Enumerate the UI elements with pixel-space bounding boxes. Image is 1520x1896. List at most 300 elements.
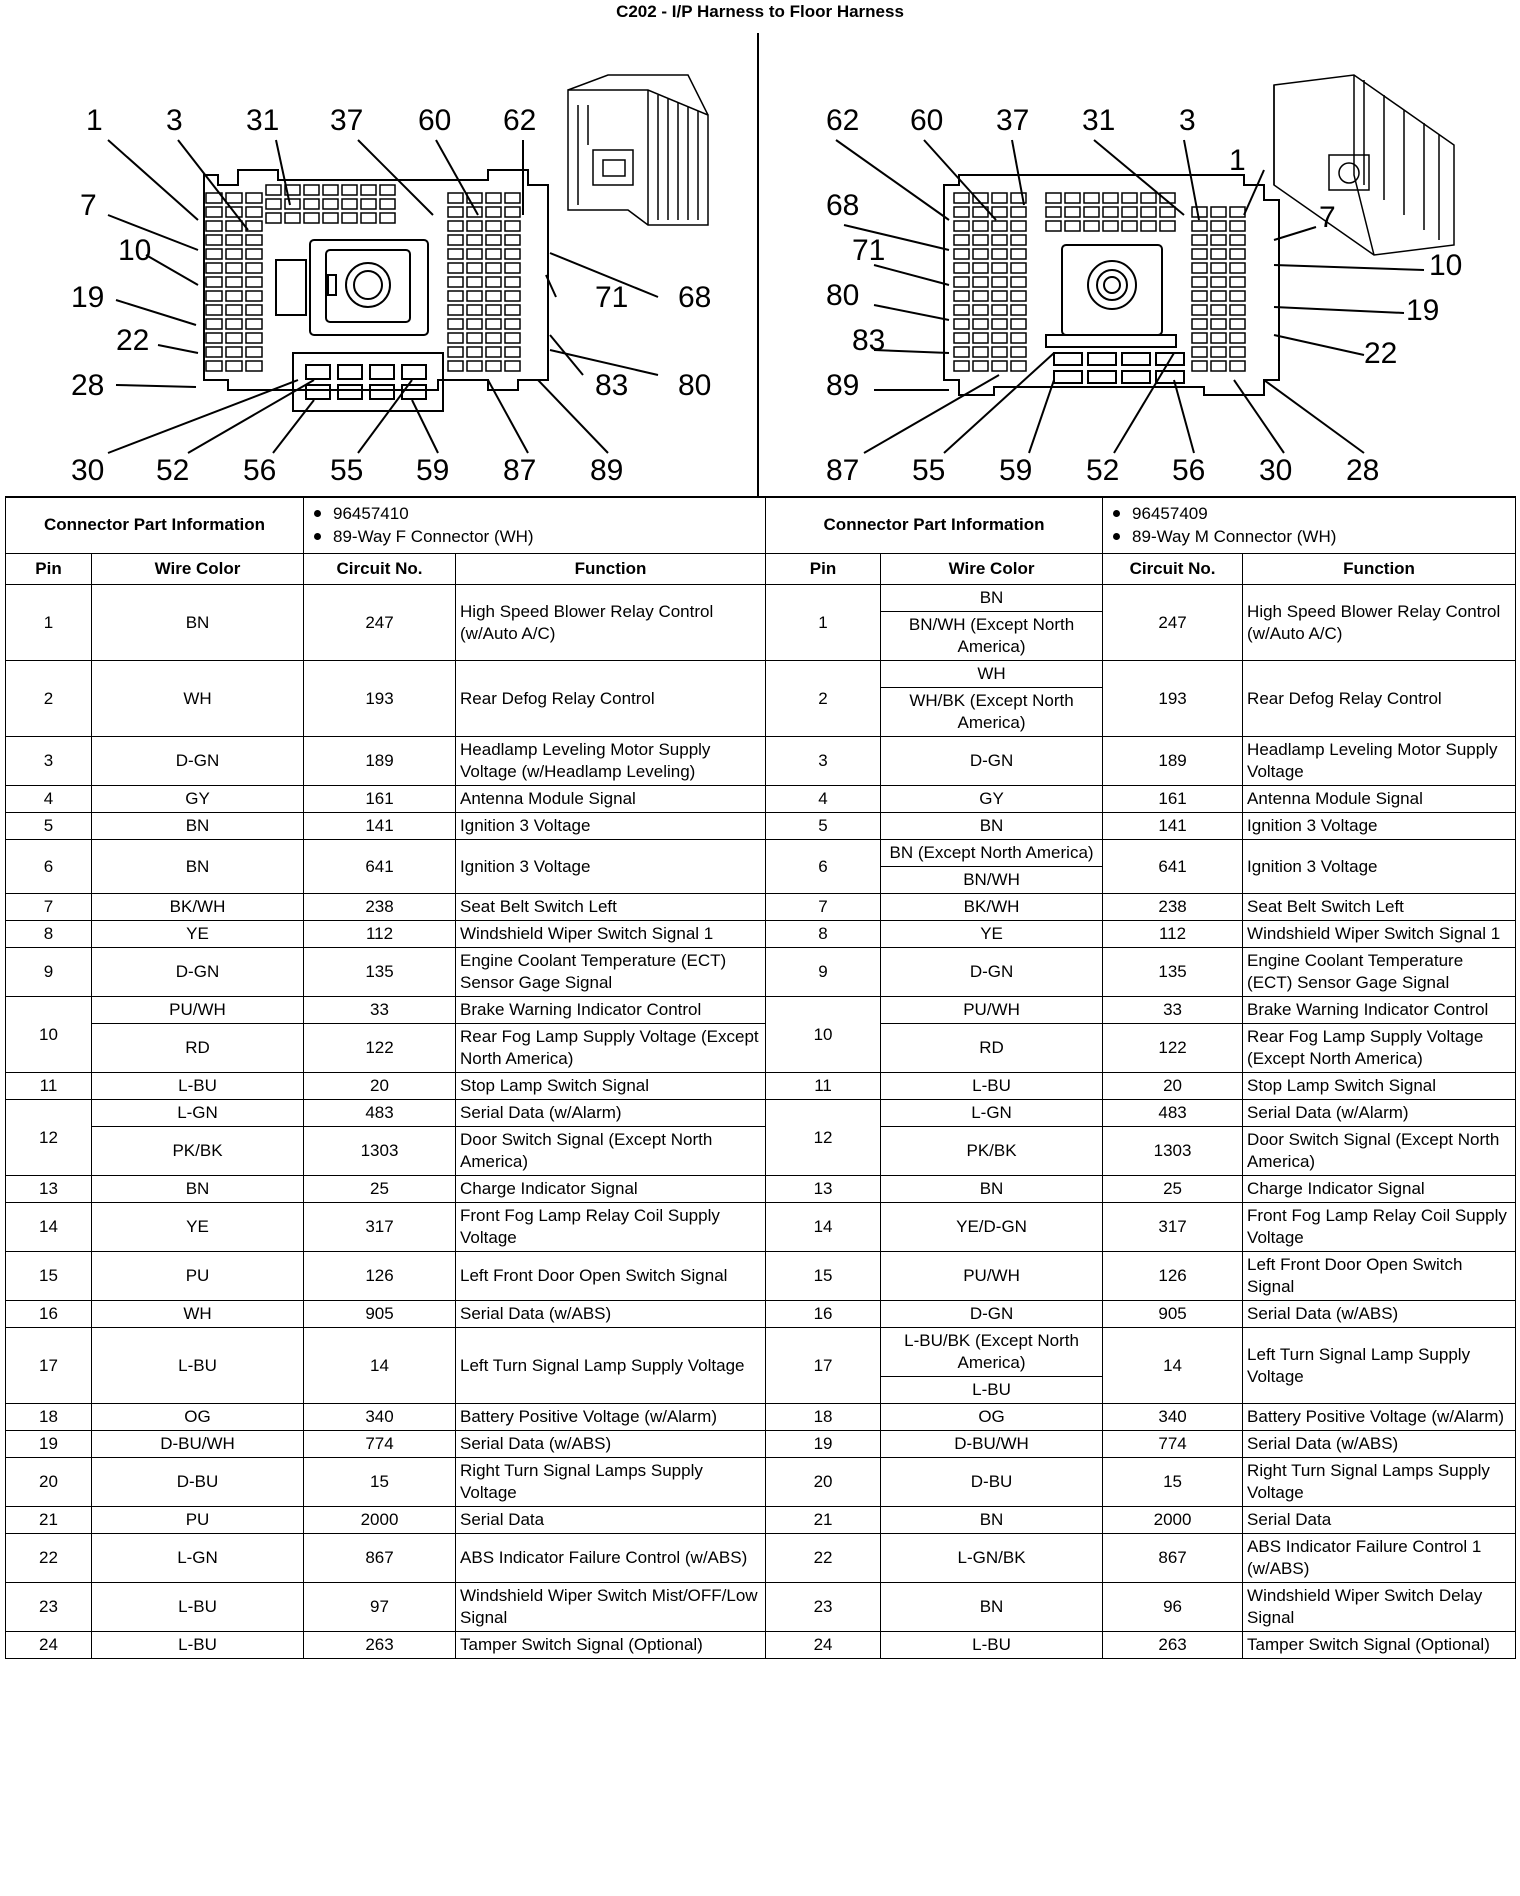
left-wire-color-cell: D-BU/WH (92, 1431, 304, 1458)
right-function-cell: Right Turn Signal Lamps Supply Voltage (1243, 1458, 1516, 1507)
right-circuit-cell: 33 (1103, 997, 1243, 1024)
left-circuit-cell: 247 (304, 585, 456, 661)
right-wire-color-cell: BN (881, 1583, 1103, 1632)
left-pin-cell: 18 (6, 1404, 92, 1431)
left-circuit-cell: 122 (304, 1024, 456, 1073)
left-wire-color-cell: YE (92, 921, 304, 948)
right-pin-cell: 8 (766, 921, 881, 948)
right-callout-68: 68 (826, 189, 860, 222)
left-function-cell: Serial Data (456, 1507, 766, 1534)
right-circuit-cell: 20 (1103, 1073, 1243, 1100)
right-circuit-cell: 161 (1103, 786, 1243, 813)
table-row (6, 948, 1516, 997)
left-pin-cell: 13 (6, 1176, 92, 1203)
table-row (6, 1431, 1516, 1458)
table-row (6, 1404, 1516, 1431)
left-function-cell: Left Front Door Open Switch Signal (456, 1252, 766, 1301)
left-wire-color-cell: WH (92, 661, 304, 737)
right-wire-color-cell: PK/BK (881, 1127, 1103, 1176)
left-circuit-cell: 141 (304, 813, 456, 840)
right-circuit-cell: 14 (1103, 1328, 1243, 1404)
left-callout-28: 28 (71, 369, 105, 402)
left-pin-cell: 7 (6, 894, 92, 921)
left-function-cell: Charge Indicator Signal (456, 1176, 766, 1203)
left-circuit-cell: 135 (304, 948, 456, 997)
left-wire-color-cell: L-BU (92, 1632, 304, 1659)
right-circuit-cell: 189 (1103, 737, 1243, 786)
left-callout-1: 1 (86, 104, 103, 137)
right-wire-color-cell: D-GN (881, 1301, 1103, 1328)
right-wire-color-cell: L-BU/BK (Except North America) (881, 1328, 1103, 1377)
right-wire-color-cell: BN (881, 585, 1103, 612)
left-part-info (304, 497, 766, 554)
right-wire-color-cell: YE/D-GN (881, 1203, 1103, 1252)
right-wire-color-cell: D-BU/WH (881, 1431, 1103, 1458)
right-part-info (1103, 497, 1516, 554)
left-part-number: 96457410 (333, 504, 409, 523)
left-pin-cell: 16 (6, 1301, 92, 1328)
left-pin-cell: 14 (6, 1203, 92, 1252)
right-function-cell: Ignition 3 Voltage (1243, 840, 1516, 894)
left-circuit-cell: 14 (304, 1328, 456, 1404)
diagram-divider (757, 33, 759, 498)
right-function-cell: ABS Indicator Failure Control 1 (w/ABS) (1243, 1534, 1516, 1583)
left-function-cell: Rear Defog Relay Control (456, 661, 766, 737)
left-wire-color-cell: BN (92, 813, 304, 840)
right-function-cell: Headlamp Leveling Motor Supply Voltage (1243, 737, 1516, 786)
right-function-cell: Door Switch Signal (Except North America) (1243, 1127, 1516, 1176)
left-callout-31: 31 (246, 104, 280, 137)
left-function-cell: Engine Coolant Temperature (ECT) Sensor Gage Signal (456, 948, 766, 997)
left-pin-cell: 1 (6, 585, 92, 661)
right-wire-color-cell: L-BU (881, 1377, 1103, 1404)
right-pin-cell: 3 (766, 737, 881, 786)
right-wire-color-cell: PU/WH (881, 1252, 1103, 1301)
right-callout-83: 83 (852, 324, 886, 357)
left-callout-62: 62 (503, 104, 537, 137)
table-row (6, 1203, 1516, 1252)
left-circuit-cell: 97 (304, 1583, 456, 1632)
right-circuit-cell: 25 (1103, 1176, 1243, 1203)
right-function-cell: Tamper Switch Signal (Optional) (1243, 1632, 1516, 1659)
table-row (6, 1328, 1516, 1377)
left-circuit-cell: 20 (304, 1073, 456, 1100)
left-function-cell: Antenna Module Signal (456, 786, 766, 813)
right-function-cell: Windshield Wiper Switch Delay Signal (1243, 1583, 1516, 1632)
right-function-cell: Charge Indicator Signal (1243, 1176, 1516, 1203)
right-pin-cell: 18 (766, 1404, 881, 1431)
right-wire-color-cell: BN/WH (Except North America) (881, 612, 1103, 661)
right-info-label: Connector Part Information (766, 497, 1103, 554)
left-callout-80: 80 (678, 369, 712, 402)
left-pin-cell: 3 (6, 737, 92, 786)
table-header-row (6, 554, 1516, 585)
table-row (6, 1632, 1516, 1659)
left-function-cell: Rear Fog Lamp Supply Voltage (Except North America) (456, 1024, 766, 1073)
right-pin-cell: 1 (766, 585, 881, 661)
right-callout-89: 89 (826, 369, 860, 402)
right-wire-color-cell: BN (Except North America) (881, 840, 1103, 867)
left-circuit-cell: 2000 (304, 1507, 456, 1534)
right-callout-55: 55 (912, 454, 946, 487)
left-pin-cell: 6 (6, 840, 92, 894)
right-circuit-cell: 263 (1103, 1632, 1243, 1659)
right-pin-cell: 22 (766, 1534, 881, 1583)
right-circuit-cell: 340 (1103, 1404, 1243, 1431)
right-wire-color-cell: BN (881, 1507, 1103, 1534)
left-pin-cell: 23 (6, 1583, 92, 1632)
left-function-cell: Serial Data (w/ABS) (456, 1431, 766, 1458)
left-circuit-cell: 774 (304, 1431, 456, 1458)
right-function-cell: Seat Belt Switch Left (1243, 894, 1516, 921)
right-circuit-cell: 247 (1103, 585, 1243, 661)
right-callout-62: 62 (826, 104, 860, 137)
left-callout-37: 37 (330, 104, 364, 137)
left-circuit-cell: 126 (304, 1252, 456, 1301)
left-callout-22: 22 (116, 324, 150, 357)
right-circuit-cell: 774 (1103, 1431, 1243, 1458)
left-callout-68: 68 (678, 281, 712, 314)
pinout-table (5, 496, 1516, 1659)
right-pin-cell: 7 (766, 894, 881, 921)
left-wire-color-cell: L-BU (92, 1328, 304, 1404)
right-function-cell: Battery Positive Voltage (w/Alarm) (1243, 1404, 1516, 1431)
right-wire-color-cell: BN (881, 813, 1103, 840)
table-row (6, 1127, 1516, 1176)
left-function-cell: Door Switch Signal (Except North America) (456, 1127, 766, 1176)
left-circuit-cell: 641 (304, 840, 456, 894)
right-circuit-cell: 96 (1103, 1583, 1243, 1632)
col-header-function-left: Function (456, 554, 766, 585)
right-wire-color-cell: WH (881, 661, 1103, 688)
left-wire-color-cell: PK/BK (92, 1127, 304, 1176)
right-callout-80: 80 (826, 279, 860, 312)
right-callout-3: 3 (1179, 104, 1196, 137)
table-row (6, 1252, 1516, 1301)
left-wire-color-cell: GY (92, 786, 304, 813)
left-pin-cell: 8 (6, 921, 92, 948)
col-header-pin-right: Pin (766, 554, 881, 585)
right-circuit-cell: 112 (1103, 921, 1243, 948)
right-function-cell: Serial Data (1243, 1507, 1516, 1534)
right-wire-color-cell: YE (881, 921, 1103, 948)
table-row (6, 1534, 1516, 1583)
right-wire-color-cell: GY (881, 786, 1103, 813)
left-wire-color-cell: PU (92, 1507, 304, 1534)
left-pin-cell: 21 (6, 1507, 92, 1534)
table-row (6, 1583, 1516, 1632)
right-wire-color-cell: L-BU (881, 1073, 1103, 1100)
left-pin-cell: 2 (6, 661, 92, 737)
left-circuit-cell: 161 (304, 786, 456, 813)
right-pin-cell: 16 (766, 1301, 881, 1328)
col-header-wire-right: Wire Color (881, 554, 1103, 585)
left-pin-cell: 10 (6, 997, 92, 1073)
right-circuit-cell: 2000 (1103, 1507, 1243, 1534)
left-circuit-cell: 112 (304, 921, 456, 948)
right-pin-cell: 20 (766, 1458, 881, 1507)
col-header-pin-left: Pin (6, 554, 92, 585)
left-function-cell: Ignition 3 Voltage (456, 813, 766, 840)
left-wire-color-cell: D-BU (92, 1458, 304, 1507)
left-callout-59: 59 (416, 454, 450, 487)
right-callout-87: 87 (826, 454, 860, 487)
right-function-cell: Engine Coolant Temperature (ECT) Sensor Gage Signal (1243, 948, 1516, 997)
left-pin-cell: 4 (6, 786, 92, 813)
left-callout-89: 89 (590, 454, 624, 487)
connector-info-row (6, 497, 1516, 554)
right-wire-color-cell: L-BU (881, 1632, 1103, 1659)
left-pin-cell: 9 (6, 948, 92, 997)
left-wire-color-cell: L-GN (92, 1100, 304, 1127)
left-wire-color-cell: PU/WH (92, 997, 304, 1024)
right-wire-color-cell: BN/WH (881, 867, 1103, 894)
left-circuit-cell: 15 (304, 1458, 456, 1507)
left-wire-color-cell: YE (92, 1203, 304, 1252)
right-pin-cell: 12 (766, 1100, 881, 1176)
table-row (6, 894, 1516, 921)
right-function-cell: Antenna Module Signal (1243, 786, 1516, 813)
right-pin-cell: 15 (766, 1252, 881, 1301)
right-circuit-cell: 15 (1103, 1458, 1243, 1507)
left-circuit-cell: 25 (304, 1176, 456, 1203)
table-row (6, 921, 1516, 948)
left-pin-cell: 20 (6, 1458, 92, 1507)
right-pin-cell: 11 (766, 1073, 881, 1100)
left-function-cell: Ignition 3 Voltage (456, 840, 766, 894)
left-circuit-cell: 193 (304, 661, 456, 737)
right-callout-22: 22 (1364, 337, 1398, 370)
right-callout-19: 19 (1406, 294, 1440, 327)
left-callout-56: 56 (243, 454, 277, 487)
left-wire-color-cell: PU (92, 1252, 304, 1301)
left-function-cell: Brake Warning Indicator Control (456, 997, 766, 1024)
left-info-label: Connector Part Information (6, 497, 304, 554)
left-function-cell: Stop Lamp Switch Signal (456, 1073, 766, 1100)
right-circuit-cell: 317 (1103, 1203, 1243, 1252)
col-header-circuit-right: Circuit No. (1103, 554, 1243, 585)
right-callout-56: 56 (1172, 454, 1206, 487)
left-function-cell: High Speed Blower Relay Control (w/Auto A/C) (456, 585, 766, 661)
right-pin-cell: 5 (766, 813, 881, 840)
table-row (6, 786, 1516, 813)
pin-rows (6, 585, 1516, 1659)
right-function-cell: Windshield Wiper Switch Signal 1 (1243, 921, 1516, 948)
page-title: C202 - I/P Harness to Floor Harness (616, 2, 904, 21)
left-function-cell: ABS Indicator Failure Control (w/ABS) (456, 1534, 766, 1583)
right-part-number: 96457409 (1132, 504, 1208, 523)
right-circuit-cell: 141 (1103, 813, 1243, 840)
left-circuit-cell: 483 (304, 1100, 456, 1127)
table-row (6, 737, 1516, 786)
right-connector-description: 89-Way M Connector (WH) (1132, 527, 1337, 546)
right-connector-diagram (764, 35, 1512, 495)
right-circuit-cell: 238 (1103, 894, 1243, 921)
right-callout-1: 1 (1229, 144, 1246, 177)
left-function-cell: Headlamp Leveling Motor Supply Voltage (w/Headlamp Leveling) (456, 737, 766, 786)
left-callout-19: 19 (71, 281, 105, 314)
right-circuit-cell: 483 (1103, 1100, 1243, 1127)
table-row (6, 813, 1516, 840)
right-wire-color-cell: L-GN (881, 1100, 1103, 1127)
right-pin-cell: 24 (766, 1632, 881, 1659)
right-wire-color-cell: BK/WH (881, 894, 1103, 921)
left-wire-color-cell: D-GN (92, 737, 304, 786)
left-circuit-cell: 238 (304, 894, 456, 921)
table-row (6, 997, 1516, 1024)
left-wire-color-cell: WH (92, 1301, 304, 1328)
right-wire-color-cell: D-GN (881, 737, 1103, 786)
table-row (6, 661, 1516, 688)
right-function-cell: Serial Data (w/Alarm) (1243, 1100, 1516, 1127)
right-wire-color-cell: OG (881, 1404, 1103, 1431)
left-pin-cell: 22 (6, 1534, 92, 1583)
left-pin-cell: 17 (6, 1328, 92, 1404)
table-row (6, 1458, 1516, 1507)
left-wire-color-cell: BN (92, 585, 304, 661)
right-wire-color-cell: D-GN (881, 948, 1103, 997)
right-function-cell: Front Fog Lamp Relay Coil Supply Voltage (1243, 1203, 1516, 1252)
right-pin-cell: 14 (766, 1203, 881, 1252)
left-wire-color-cell: RD (92, 1024, 304, 1073)
left-function-cell: Serial Data (w/Alarm) (456, 1100, 766, 1127)
table-row (6, 585, 1516, 612)
right-wire-color-cell: D-BU (881, 1458, 1103, 1507)
right-wire-color-cell: WH/BK (Except North America) (881, 688, 1103, 737)
left-function-cell: Left Turn Signal Lamp Supply Voltage (456, 1328, 766, 1404)
left-pin-cell: 11 (6, 1073, 92, 1100)
table-row (6, 1100, 1516, 1127)
right-callout-71: 71 (852, 234, 886, 267)
right-callout-59: 59 (999, 454, 1033, 487)
col-header-function-right: Function (1243, 554, 1516, 585)
left-circuit-cell: 867 (304, 1534, 456, 1583)
left-function-cell: Windshield Wiper Switch Mist/OFF/Low Signal (456, 1583, 766, 1632)
right-callout-60: 60 (910, 104, 944, 137)
right-function-cell: Stop Lamp Switch Signal (1243, 1073, 1516, 1100)
left-callout-10: 10 (118, 234, 152, 267)
right-pin-cell: 13 (766, 1176, 881, 1203)
left-connector-diagram (8, 35, 756, 495)
right-circuit-cell: 193 (1103, 661, 1243, 737)
right-callout-7: 7 (1319, 201, 1336, 234)
right-pin-cell: 6 (766, 840, 881, 894)
left-circuit-cell: 1303 (304, 1127, 456, 1176)
left-wire-color-cell: BN (92, 1176, 304, 1203)
left-function-cell: Front Fog Lamp Relay Coil Supply Voltage (456, 1203, 766, 1252)
right-circuit-cell: 122 (1103, 1024, 1243, 1073)
right-wire-color-cell: RD (881, 1024, 1103, 1073)
right-wire-color-cell: BN (881, 1176, 1103, 1203)
table-row (6, 1176, 1516, 1203)
left-wire-color-cell: L-BU (92, 1583, 304, 1632)
right-circuit-cell: 126 (1103, 1252, 1243, 1301)
col-header-circuit-left: Circuit No. (304, 554, 456, 585)
right-pin-cell: 9 (766, 948, 881, 997)
table-row (6, 1073, 1516, 1100)
left-circuit-cell: 33 (304, 997, 456, 1024)
left-callout-30: 30 (71, 454, 105, 487)
right-callout-28: 28 (1346, 454, 1380, 487)
left-callout-55: 55 (330, 454, 364, 487)
left-function-cell: Tamper Switch Signal (Optional) (456, 1632, 766, 1659)
right-circuit-cell: 905 (1103, 1301, 1243, 1328)
right-circuit-cell: 135 (1103, 948, 1243, 997)
left-callout-71: 71 (595, 281, 629, 314)
right-function-cell: Rear Defog Relay Control (1243, 661, 1516, 737)
right-pin-cell: 17 (766, 1328, 881, 1404)
right-function-cell: Serial Data (w/ABS) (1243, 1301, 1516, 1328)
left-connector-description: 89-Way F Connector (WH) (333, 527, 534, 546)
table-row (6, 1024, 1516, 1073)
right-circuit-cell: 867 (1103, 1534, 1243, 1583)
table-row (6, 840, 1516, 867)
left-wire-color-cell: D-GN (92, 948, 304, 997)
right-wire-color-cell: PU/WH (881, 997, 1103, 1024)
left-pin-cell: 19 (6, 1431, 92, 1458)
right-callout-30: 30 (1259, 454, 1293, 487)
table-row (6, 1507, 1516, 1534)
left-circuit-cell: 263 (304, 1632, 456, 1659)
left-function-cell: Windshield Wiper Switch Signal 1 (456, 921, 766, 948)
right-pin-cell: 4 (766, 786, 881, 813)
right-callout-37: 37 (996, 104, 1030, 137)
right-function-cell: Ignition 3 Voltage (1243, 813, 1516, 840)
left-pin-cell: 15 (6, 1252, 92, 1301)
left-function-cell: Battery Positive Voltage (w/Alarm) (456, 1404, 766, 1431)
right-pin-cell: 23 (766, 1583, 881, 1632)
left-wire-color-cell: OG (92, 1404, 304, 1431)
right-function-cell: Serial Data (w/ABS) (1243, 1431, 1516, 1458)
right-function-cell: Left Front Door Open Switch Signal (1243, 1252, 1516, 1301)
left-circuit-cell: 905 (304, 1301, 456, 1328)
left-circuit-cell: 340 (304, 1404, 456, 1431)
left-callout-3: 3 (166, 104, 183, 137)
left-function-cell: Seat Belt Switch Left (456, 894, 766, 921)
right-callout-52: 52 (1086, 454, 1120, 487)
left-wire-color-cell: L-BU (92, 1073, 304, 1100)
right-function-cell: Brake Warning Indicator Control (1243, 997, 1516, 1024)
right-circuit-cell: 641 (1103, 840, 1243, 894)
left-function-cell: Right Turn Signal Lamps Supply Voltage (456, 1458, 766, 1507)
right-pin-cell: 2 (766, 661, 881, 737)
right-pin-cell: 10 (766, 997, 881, 1073)
left-circuit-cell: 189 (304, 737, 456, 786)
right-pin-cell: 19 (766, 1431, 881, 1458)
right-function-cell: High Speed Blower Relay Control (w/Auto A/C) (1243, 585, 1516, 661)
left-function-cell: Serial Data (w/ABS) (456, 1301, 766, 1328)
right-function-cell: Rear Fog Lamp Supply Voltage (Except North America) (1243, 1024, 1516, 1073)
right-callout-10: 10 (1429, 249, 1463, 282)
right-function-cell: Left Turn Signal Lamp Supply Voltage (1243, 1328, 1516, 1404)
left-callout-87: 87 (503, 454, 537, 487)
left-pin-cell: 24 (6, 1632, 92, 1659)
right-pin-cell: 21 (766, 1507, 881, 1534)
left-callout-83: 83 (595, 369, 629, 402)
table-row (6, 1301, 1516, 1328)
left-wire-color-cell: L-GN (92, 1534, 304, 1583)
col-header-wire-left: Wire Color (92, 554, 304, 585)
left-circuit-cell: 317 (304, 1203, 456, 1252)
left-wire-color-cell: BN (92, 840, 304, 894)
left-pin-cell: 5 (6, 813, 92, 840)
right-callout-31: 31 (1082, 104, 1116, 137)
left-pin-cell: 12 (6, 1100, 92, 1176)
right-circuit-cell: 1303 (1103, 1127, 1243, 1176)
right-wire-color-cell: L-GN/BK (881, 1534, 1103, 1583)
left-callout-52: 52 (156, 454, 190, 487)
left-callout-60: 60 (418, 104, 452, 137)
